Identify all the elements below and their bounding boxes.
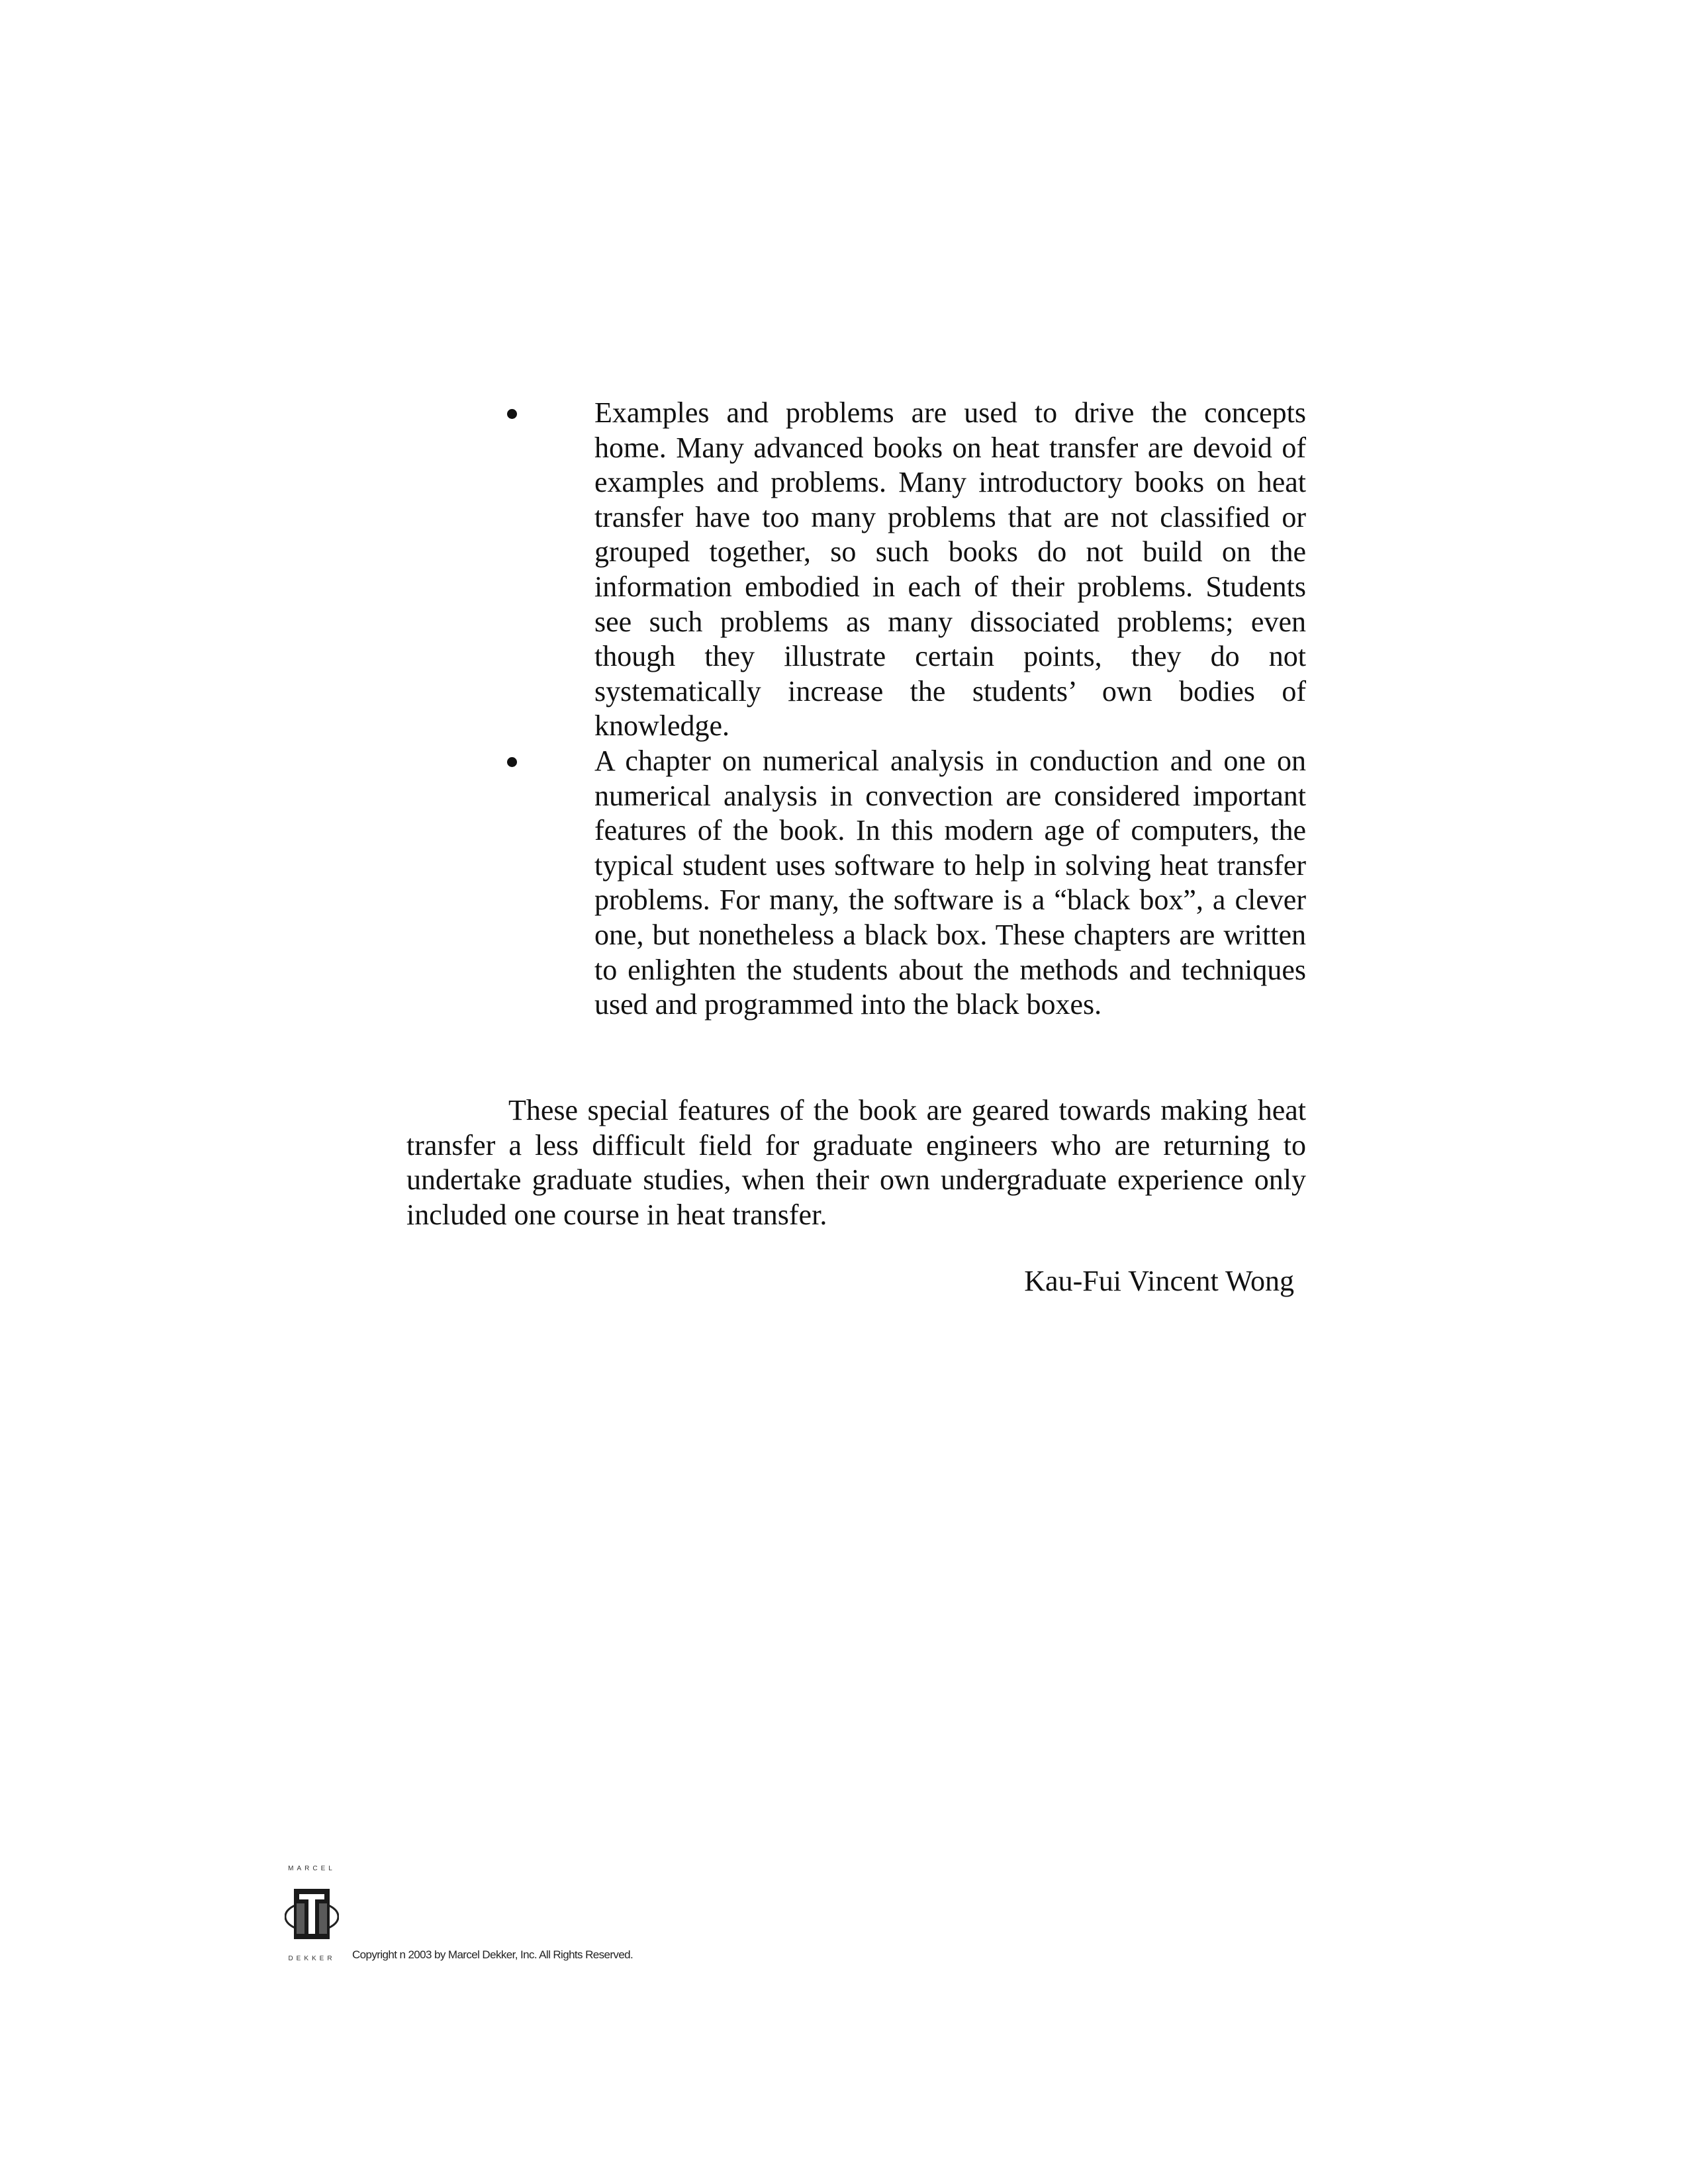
logo-top-text: MARCEL <box>288 1865 336 1872</box>
bullet-text: A chapter on numerical analysis in conduction and one on numerical analysis in convection are considered important features of the book. In this modern age of computers, the typical student uses software to help in solving heat transfer problems. For many, the software is a “black box”, a clever one, but nonetheless a black box. These chapters are written to enlighten the students about the methods and techniques used and programmed into the black boxes. <box>594 744 1306 1021</box>
bullet-dot-icon <box>507 409 517 419</box>
copyright-notice: Copyright n 2003 by Marcel Dekker, Inc. All Rights Reserved. <box>352 1948 633 1961</box>
book-logo-icon <box>285 1877 339 1951</box>
bullet-item-examples <box>502 396 1306 744</box>
publisher-footer <box>275 1865 739 1964</box>
publisher-logo <box>275 1865 348 1964</box>
bullet-text: Examples and problems are used to drive the concepts home. Many advanced books on heat transfer are devoid of examples and problems. Many introductory books on heat transfer have too many problems that are not classified or grouped together, so such books do not build on the information embodied in each of their problems. Students see such problems as many dissociated problems; even though they illustrate certain points, they do not systematically increase the students’ own bodies of knowledge. <box>594 396 1306 743</box>
logo-bottom-text: DEKKER <box>288 1955 336 1962</box>
bullet-dot-icon <box>507 757 517 767</box>
closing-paragraph: These special features of the book are geared towards making heat transfer a less difficult field for graduate engineers who are returning to undertake graduate studies, when their own undergraduate experience only included one course in heat transfer. <box>406 1094 1306 1231</box>
feature-bullet-list <box>502 396 1306 1023</box>
bullet-item-numerical-analysis <box>502 744 1306 1023</box>
author-signature: Kau-Fui Vincent Wong <box>1024 1265 1294 1297</box>
